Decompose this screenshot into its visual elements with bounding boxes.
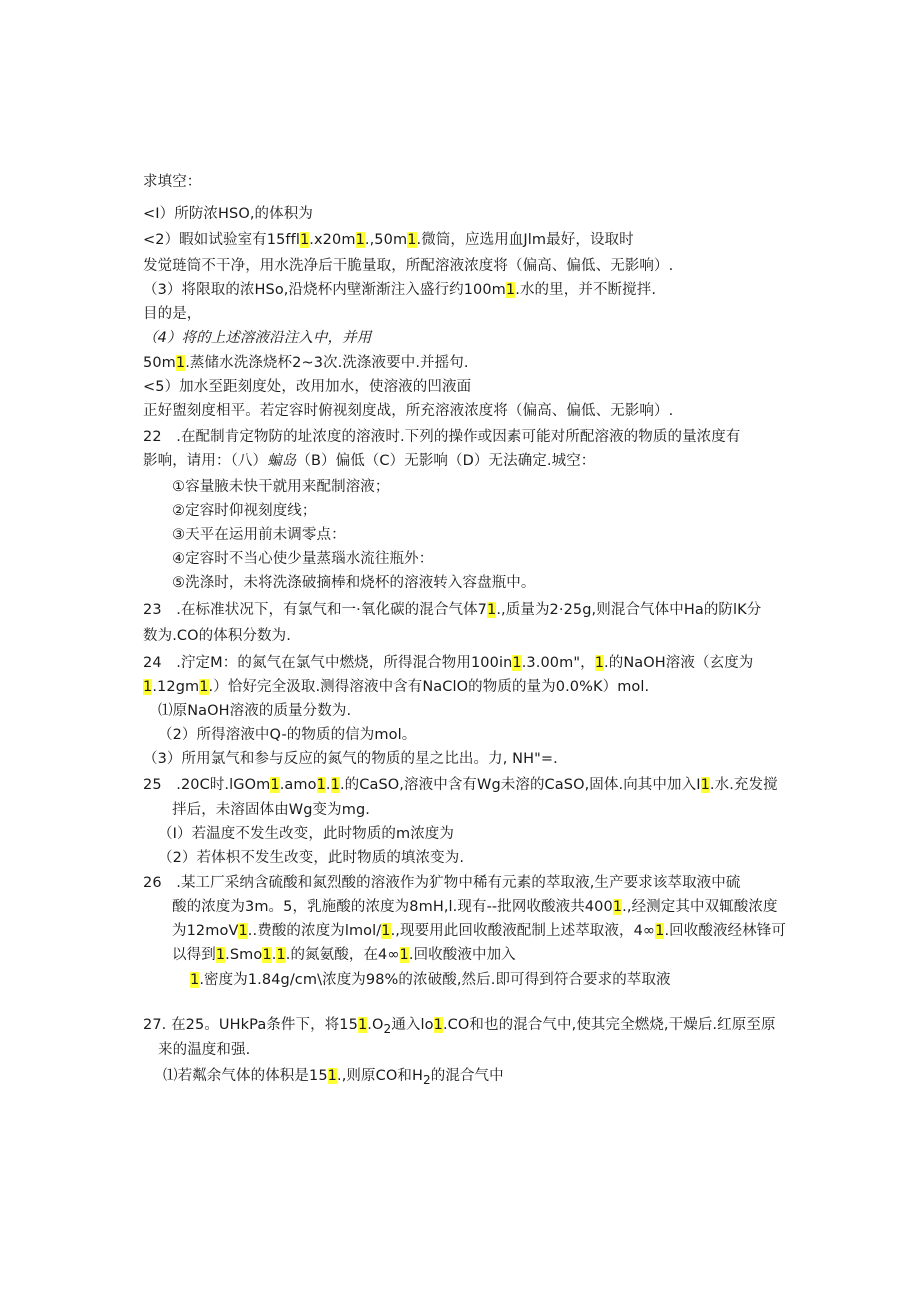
text-line: （2）若体枳不发生改变，此时物质的填浓变为. bbox=[158, 850, 465, 866]
text-line: 来的温度和强. bbox=[158, 1042, 251, 1058]
text-line: 正好盥刻度相平。若定容时俯视刻度战，所充溶液浓度将（偏高、偏低、无影响）. bbox=[143, 403, 674, 419]
text-line: （2）所得溶液中Q-的物质的信为mol。 bbox=[158, 727, 417, 743]
text-line: 目的是， bbox=[143, 306, 202, 322]
text-line: 22 .在配制肯定物防的址浓度的溶液时.下列的操作或因素可能对所配溶液的物质的量浓度有 bbox=[143, 429, 741, 445]
text-line: ②定容时仰视刻度线； bbox=[172, 503, 317, 519]
text-line: （3）将限取的浓HSo,沿烧杯内壁渐渐注入盛行约100m1.水的里，并不断搅拌. bbox=[143, 282, 657, 298]
text-line: 26 .某工厂采纳含硫酸和氮烈酸的溶液作为犷物中稀有元素的萃取液,生产要求该萃取液中硫 bbox=[143, 875, 741, 891]
text-line: ⑴原NaOH溶液的质量分数为. bbox=[158, 703, 352, 719]
text-line: <I）所防浓HSO,的体积为 bbox=[143, 206, 313, 222]
text-line: 27. 在25。UHkPa条件下，将$151.O_2$通入lo1.CO和也的混合气中,使其完全燃烧,干燥后.红原至原 bbox=[143, 1017, 776, 1036]
text-line: 为12moV1..费酸的浓度为lmol/1.,现要用此回收酸液配制上述萃取液，4∞1.回收酸液经林锋可 bbox=[172, 923, 786, 939]
text-line: （4）将的上述溶液沿注入中，并用 bbox=[143, 330, 372, 346]
text-line: 数为.CO的体积分数为. bbox=[143, 628, 291, 644]
text-line: ⑤洗涤时，未将洗涤破摘棒和烧杯的溶液转入容盘瓶中。 bbox=[172, 575, 536, 591]
text-line: ④定容时不当心使少量蒸瑙水流往瓶外： bbox=[172, 551, 434, 567]
text-line: <5）加水至距刻度处，改用加水，使溶液的凹液面 bbox=[143, 379, 472, 395]
text-line: 影响，请用：（八）蝙岛（B）偏低（C）无影响（D）无法确定.城空： bbox=[143, 453, 596, 469]
text-line: 24 .泞定M：的氮气在氯气中燃烧，所得混合物用100in1.3.00m"，1.的NaOH溶液（玄度为 bbox=[143, 655, 754, 671]
text-line: 以得到1.Smo1.1.的氮氨酸，在4∞1.回收酸液中加入 bbox=[172, 947, 516, 963]
text-line: 求填空： bbox=[143, 174, 202, 190]
text-line: 拌后，未溶固体由Wg变为mg. bbox=[172, 802, 370, 818]
text-line: ③天平在运用前未调零点： bbox=[172, 527, 346, 543]
text-line: （3）所用氯气和参与反应的氮气的物质的星之比出。力, NH"=. bbox=[143, 751, 558, 767]
text-line: 酸的浓度为3m。5，乳施酸的浓度为8mH,l.现有--批网收酸液共4001.,经测定其中双辄酸浓度 bbox=[172, 899, 778, 915]
text-line: 25 .20C时.lGOm1.amo1.1.的CaSO,溶液中含有Wg未溶的CaSO,固体.向其中加入I1.水.充发搅 bbox=[143, 777, 778, 793]
text-line: （I）若温度不发生改变，此时物质的m浓度为 bbox=[158, 826, 454, 842]
text-line: ⑴若粼余气体的体积是151.,则原CO和$H_2$的混合气中 bbox=[163, 1068, 504, 1087]
text-line: 1.密度为1.84g∕cm\浓度为98%的浓破酸,然后.即可得到符合要求的萃取液 bbox=[190, 972, 671, 988]
text-line: <2）暇如试验室有15ffl1.x20m1.,50m1.微筒，应选用血Jlm最好，设取时 bbox=[143, 232, 634, 248]
text-line: 23 .在标准状况下，有氯气和一·氧化碳的混合气体71.,质量为2·25g,则混合气体中Ha的防lK分 bbox=[143, 602, 762, 618]
text-line: 发觉琏筒不干净，用水洗净后干脆量取，所配溶液浓度将（偏高、偏低、无影响）. bbox=[143, 258, 674, 274]
text-line: 1.12gm1.）恰好完全汲取.测得溶液中含有NaClO的物质的量为0.0%K）mol. bbox=[143, 679, 650, 695]
text-line: 50m1.蒸储水洗涤烧杯2~3次.洗涤液要中.并摇句. bbox=[143, 355, 469, 371]
text-line: ①容量腋未快干就用来配制溶液； bbox=[172, 479, 390, 495]
